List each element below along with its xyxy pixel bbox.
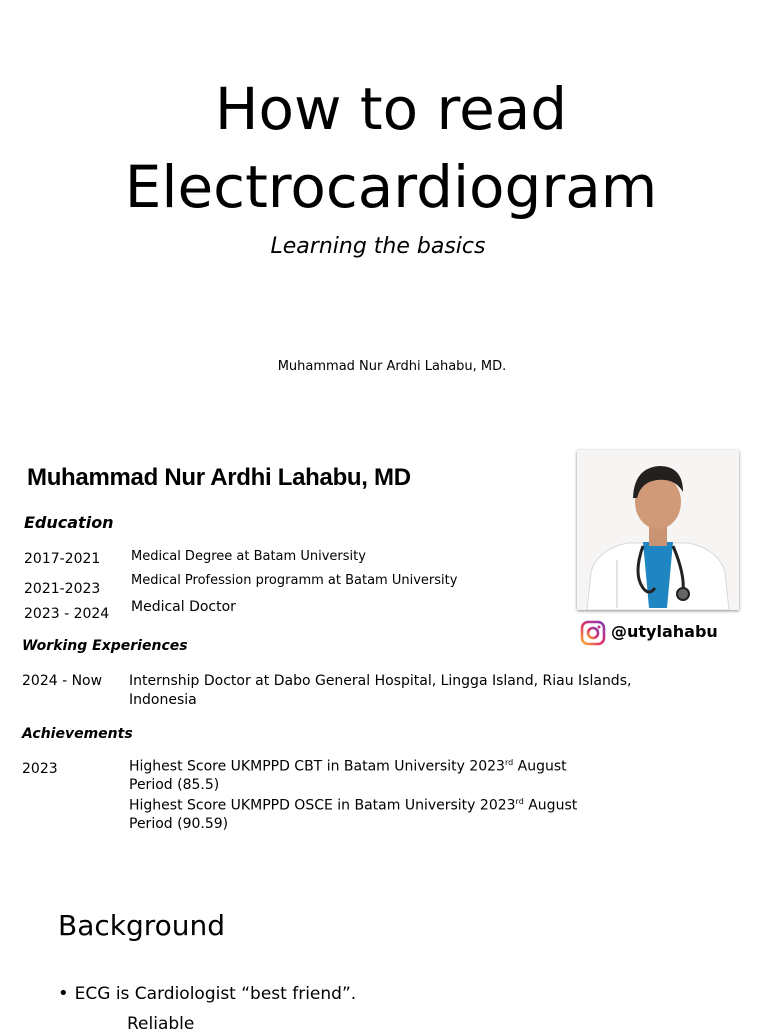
profile-photo: [577, 450, 739, 610]
achievement-1-line-2: Period (85.5): [129, 777, 220, 793]
education-heading: Education: [24, 513, 114, 532]
achievement-2-line-2: Period (90.59): [129, 816, 229, 832]
work-years: 2024 - Now: [22, 673, 103, 689]
work-text-line-2: Indonesia: [129, 692, 197, 708]
title-line-2: Electrocardiogram: [124, 153, 658, 221]
education-text-1: Medical Degree at Batam University: [131, 549, 366, 564]
achievements-year: 2023: [22, 761, 58, 777]
background-sub-bullet: Reliable: [127, 1014, 195, 1034]
instagram-icon: [580, 620, 606, 650]
education-text-2: Medical Profession programm at Batam University: [131, 573, 458, 588]
cv-name: Muhammad Nur Ardhi Lahabu, MD: [27, 464, 411, 491]
education-years-3: 2023 - 2024: [24, 606, 110, 622]
title-line-1: How to read: [214, 75, 568, 143]
author-line: Muhammad Nur Ardhi Lahabu, MD.: [277, 359, 507, 374]
achievements-heading: Achievements: [22, 726, 133, 742]
instagram-handle: @utylahabu: [611, 622, 718, 641]
presentation-title: [0, 70, 768, 226]
achievement-2-line-1: Highest Score UKMPPD OSCE in Batam University 2023rd August: [129, 797, 578, 814]
background-bullet: • ECG is Cardiologist “best friend”.: [58, 983, 357, 1004]
education-years-2: 2021-2023: [24, 581, 101, 597]
work-heading: Working Experiences: [22, 638, 188, 654]
achievement-1-line-1: Highest Score UKMPPD CBT in Batam University 2023rd August: [129, 758, 567, 775]
presentation-subtitle: Learning the basics: [270, 234, 486, 259]
work-text-line-1: Internship Doctor at Dabo General Hospital, Lingga Island, Riau Islands,: [129, 673, 632, 689]
background-heading: Background: [58, 909, 226, 942]
education-text-3: Medical Doctor: [131, 599, 236, 615]
education-years-1: 2017-2021: [24, 551, 101, 567]
